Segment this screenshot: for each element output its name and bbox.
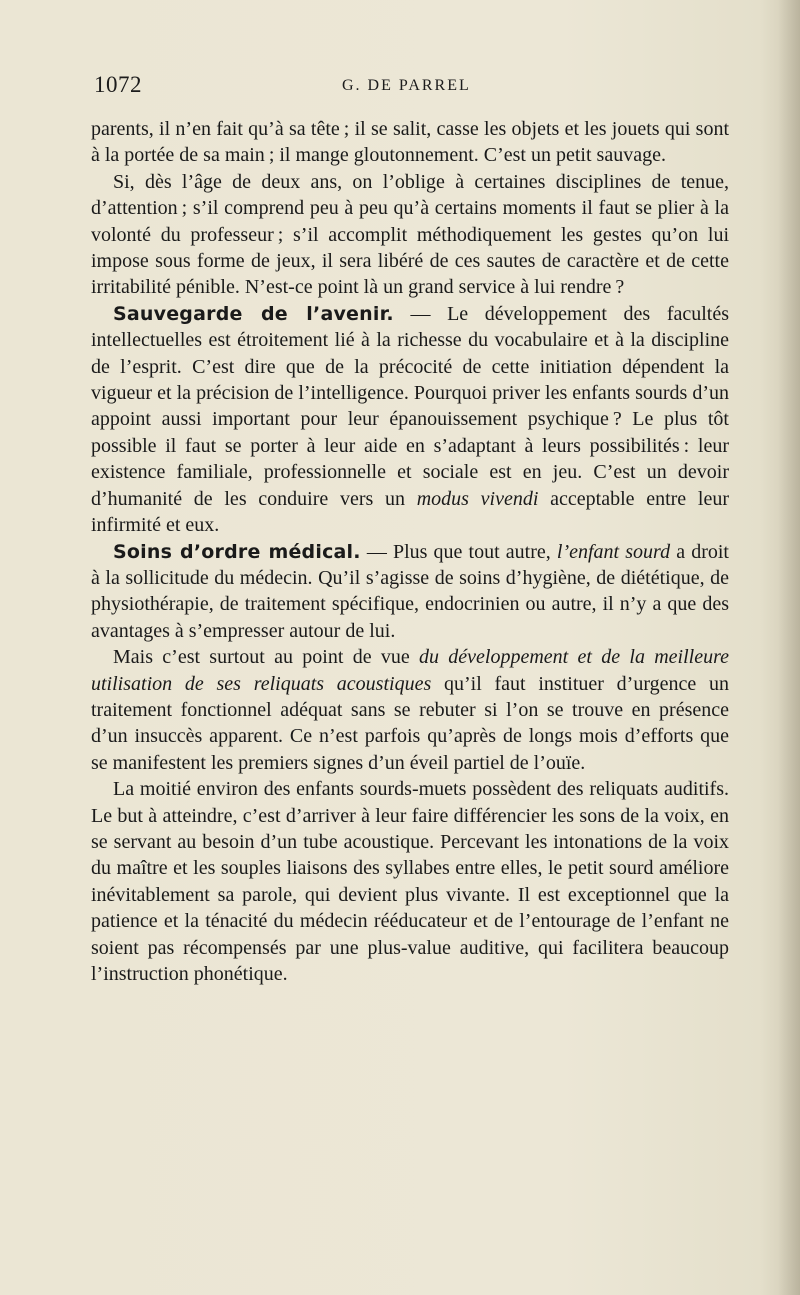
paragraph-4-text-a: — Plus que tout autre, [360,540,557,563]
paragraph-5 [91,644,729,776]
paragraph-5-text-a: Mais c’est surtout au point de vue [113,646,420,669]
paragraph-3-end: acceptable entre leur infirmité et eux. [91,487,729,537]
paragraph-6: La moitié environ des enfants sourds-muets possèdent des reliquats auditifs. Le but à atteindre, c’est d’arriver à leur faire différencier les sons de la voix, en se servant au besoin d’un tube acoustique. Percevant les intonations de la voix du maître et les souples liaisons des syllabes entre elles, le petit sourd améliore inévitablement sa parole, qui devient plus vivante. Il est exceptionnel que la patience et la ténacité du médecin rééducateur et de l’entourage de l’enfant ne soient pas récompensés par une plus-value auditive, qui facilitera beaucoup l’instruction phonétique. [91,778,729,985]
section-heading-sauvegarde: Sauvegarde de l’avenir. [113,302,394,325]
page-number: 1072 [94,72,142,97]
paragraph-3-text: — Le développement des facultés intellectuelles est étroitement lié à la richesse du vocabulaire et à la discipline de l’esprit. C’est dire que de la précocité de cette initiation dépendent la vigueur et la précision de l’intelligence. Pourquoi priver les enfants sourds d’un appoint aussi important pour leur épanouissement psychique ? Le plus tôt possible il faut se porter à leur aide en s’adaptant à leurs possibilités : leur existence familiale, professionnelle et sociale est en jeu. C’est un devoir d’humanité de les conduire vers un [91,302,730,510]
paragraph-5-text-b: qu’il faut instituer d’urgence un traitement fonctionnel adéquat sans se rebuter si l’on se trouve en présence d’un insuccès apparent. Ce n’est parfois qu’après de longs mois d’efforts que se manifestent les premiers signes d’un éveil partiel de l’ouïe. [91,672,729,774]
paragraph-4-italic: l’enfant sourd [556,540,671,563]
paragraph-2: Si, dès l’âge de deux ans, on l’oblige à certaines disciplines de tenue, d’attention ; s’il comprend peu à peu qu’à certains moments il faut se plier à la volonté du professeur ; s’il accomplit méthodiquement les gestes qu’on lui impose sous forme de jeux, il sera libéré de ces sautes de caractère et de cette irritabilité pénible. N’est-ce point là un grand service à lui rendre ? [91,170,729,299]
paragraph-3 [91,301,729,539]
running-head: G. DE PARREL [342,77,471,94]
paragraph-3-italic: modus vivendi [416,487,539,510]
page-header [94,72,734,102]
paragraph-4-text-b: a droit à la sollicitude du médecin. Qu’il s’agisse de soins d’hygiène, de diététique, de physiothérapie, de traitement spécifique, endocrinien ou autre, il n’y a que des avantages à s’empresser autour de lui. [91,540,729,642]
paragraph-4 [91,539,729,645]
paragraph-5-italic: du développement et de la meilleure utilisation de ses reliquats acoustiques [91,646,730,695]
paragraph-1: parents, il n’en fait qu’à sa tête ; il se salit, casse les objets et les jouets qui sont à la portée de sa main ; il mange gloutonnement. C’est un petit sauvage. [91,118,729,167]
body-text [91,116,729,987]
page-edge-shadow [778,0,800,1295]
section-heading-soins: Soins d’ordre médical. [113,540,361,563]
